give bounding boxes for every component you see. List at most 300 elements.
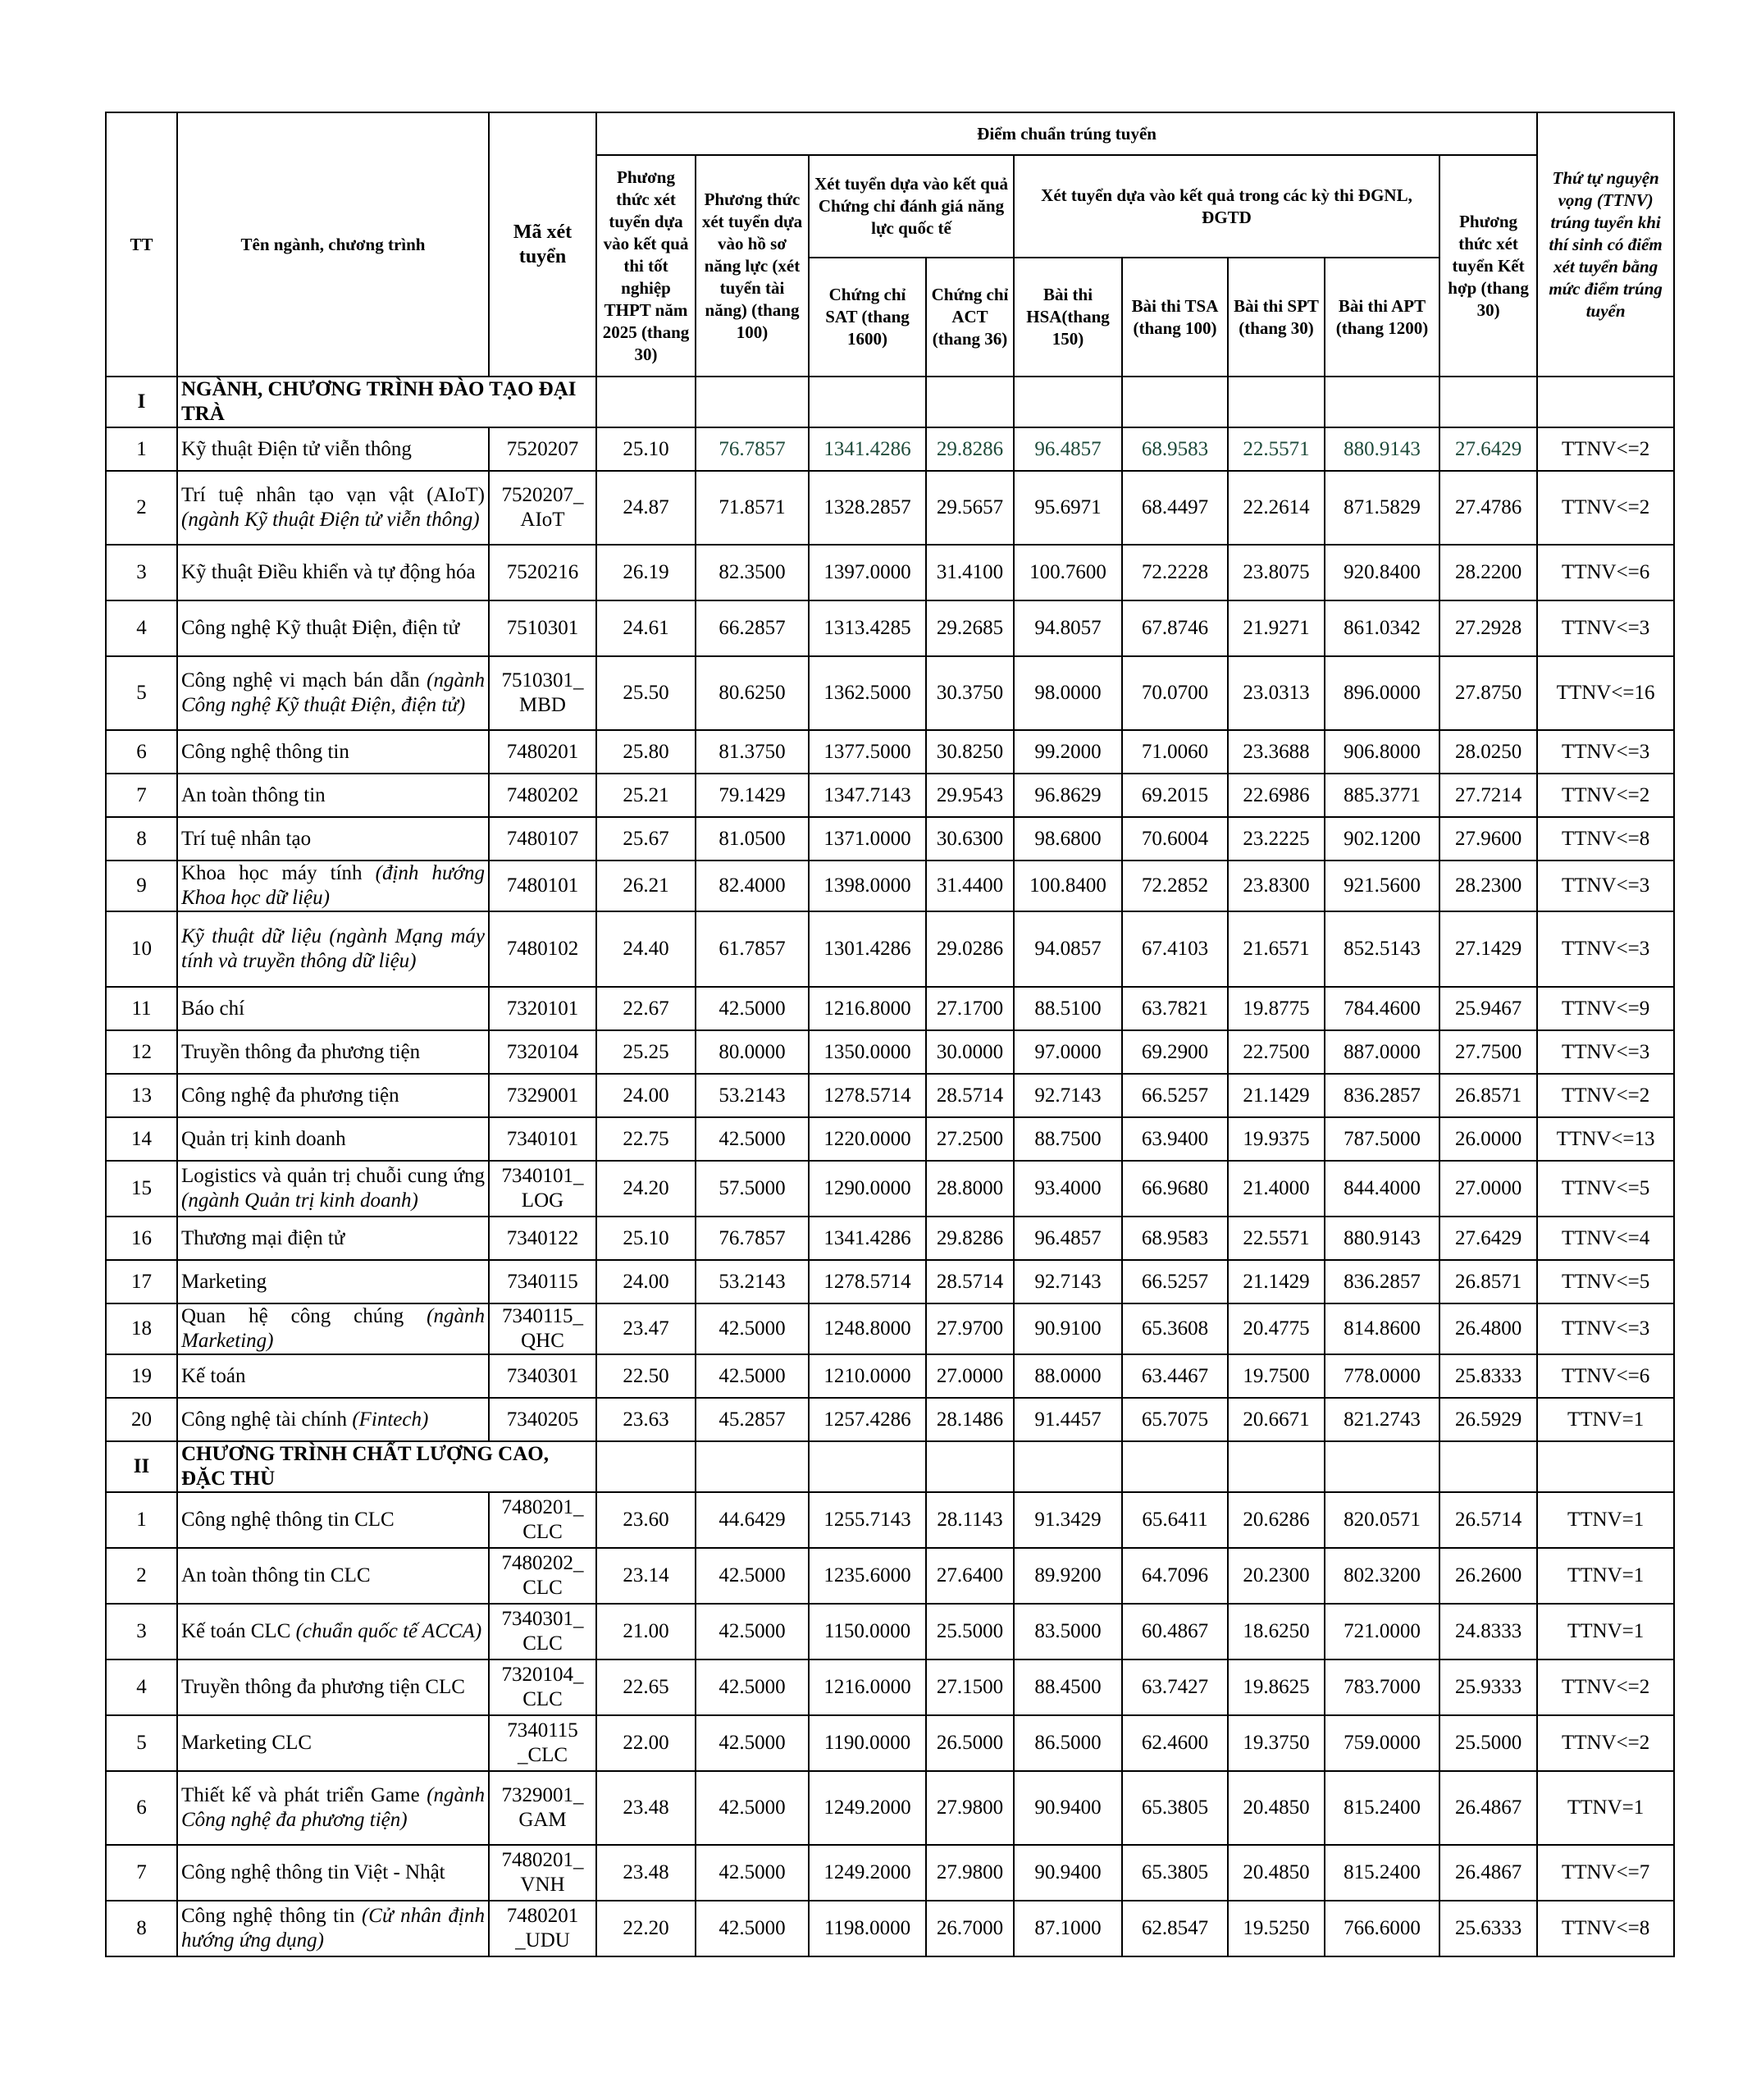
score-thpt: 26.19 bbox=[596, 545, 696, 600]
score-apt: 815.2400 bbox=[1325, 1771, 1439, 1845]
score-thpt: 24.20 bbox=[596, 1161, 696, 1217]
score-tsa: 67.8746 bbox=[1122, 600, 1228, 656]
table-row bbox=[106, 471, 1674, 545]
score-hsnl: 76.7857 bbox=[696, 1217, 809, 1260]
program-name: Thiết kế và phát triển Game bbox=[181, 1784, 420, 1806]
program-name-cell bbox=[177, 1715, 489, 1771]
score-combo: 25.9333 bbox=[1439, 1659, 1537, 1715]
score-tsa: 72.2852 bbox=[1122, 861, 1228, 911]
score-hsa: 92.7143 bbox=[1014, 1074, 1122, 1117]
score-spt: 21.4000 bbox=[1228, 1161, 1325, 1217]
row-number: 1 bbox=[106, 427, 177, 471]
program-name-cell bbox=[177, 1217, 489, 1260]
admission-code: 7480102 bbox=[489, 911, 596, 987]
score-thpt: 25.25 bbox=[596, 1030, 696, 1074]
program-name: Logistics và quản trị chuỗi cung ứng bbox=[181, 1165, 485, 1187]
score-sat: 1257.4286 bbox=[809, 1398, 926, 1441]
score-thpt: 23.47 bbox=[596, 1303, 696, 1354]
table-row bbox=[106, 427, 1674, 471]
score-combo: 27.0000 bbox=[1439, 1161, 1537, 1217]
score-tsa: 66.5257 bbox=[1122, 1074, 1228, 1117]
score-sat: 1313.4285 bbox=[809, 600, 926, 656]
score-hsa: 90.9100 bbox=[1014, 1303, 1122, 1354]
score-sat: 1249.2000 bbox=[809, 1771, 926, 1845]
score-sat: 1150.0000 bbox=[809, 1604, 926, 1659]
table-row bbox=[106, 861, 1674, 911]
score-sat: 1301.4286 bbox=[809, 911, 926, 987]
program-name-cell bbox=[177, 1354, 489, 1398]
score-act: 27.9800 bbox=[926, 1845, 1014, 1901]
score-tsa: 70.6004 bbox=[1122, 817, 1228, 861]
score-sat: 1249.2000 bbox=[809, 1845, 926, 1901]
admission-code: 7340122 bbox=[489, 1217, 596, 1260]
admission-code: 7329001 bbox=[489, 1074, 596, 1117]
admission-code: 7329001_ GAM bbox=[489, 1771, 596, 1845]
row-number: 2 bbox=[106, 1548, 177, 1604]
score-spt: 22.6986 bbox=[1228, 774, 1325, 817]
score-spt: 18.6250 bbox=[1228, 1604, 1325, 1659]
score-tsa: 68.9583 bbox=[1122, 427, 1228, 471]
score-combo: 25.9467 bbox=[1439, 987, 1537, 1030]
score-combo: 28.2300 bbox=[1439, 861, 1537, 911]
score-apt: 787.5000 bbox=[1325, 1117, 1439, 1161]
score-hsnl: 42.5000 bbox=[696, 1117, 809, 1161]
score-sat: 1255.7143 bbox=[809, 1492, 926, 1548]
row-number: 4 bbox=[106, 1659, 177, 1715]
ttnv-value: TTNV<=8 bbox=[1537, 817, 1674, 861]
score-act: 26.5000 bbox=[926, 1715, 1014, 1771]
score-thpt: 25.50 bbox=[596, 656, 696, 730]
score-spt: 19.3750 bbox=[1228, 1715, 1325, 1771]
score-sat: 1341.4286 bbox=[809, 427, 926, 471]
table-row bbox=[106, 1030, 1674, 1074]
empty-cell bbox=[596, 377, 696, 427]
program-name-note: (chuẩn quốc tế ACCA) bbox=[295, 1620, 482, 1642]
admission-code: 7340301 bbox=[489, 1354, 596, 1398]
program-name-cell bbox=[177, 1492, 489, 1548]
ttnv-value: TTNV<=6 bbox=[1537, 545, 1674, 600]
program-name-note: (ngành Kỹ thuật Điện tử viễn thông) bbox=[181, 509, 480, 531]
row-number: 6 bbox=[106, 1771, 177, 1845]
admission-code: 7340301_ CLC bbox=[489, 1604, 596, 1659]
score-apt: 880.9143 bbox=[1325, 1217, 1439, 1260]
row-number: 13 bbox=[106, 1074, 177, 1117]
ttnv-value: TTNV<=6 bbox=[1537, 1354, 1674, 1398]
program-name: Kỹ thuật Điều khiển và tự động hóa bbox=[181, 561, 476, 583]
row-number: 8 bbox=[106, 817, 177, 861]
program-name: Công nghệ thông tin bbox=[181, 740, 349, 763]
empty-cell bbox=[1228, 1441, 1325, 1492]
score-hsnl: 81.3750 bbox=[696, 730, 809, 774]
table-row bbox=[106, 817, 1674, 861]
score-act: 28.1143 bbox=[926, 1492, 1014, 1548]
score-sat: 1198.0000 bbox=[809, 1901, 926, 1956]
score-hsnl: 42.5000 bbox=[696, 1303, 809, 1354]
score-sat: 1190.0000 bbox=[809, 1715, 926, 1771]
score-act: 31.4400 bbox=[926, 861, 1014, 911]
row-number: 10 bbox=[106, 911, 177, 987]
header-combo: Phương thức xét tuyển Kết hợp (thang 30) bbox=[1439, 155, 1537, 377]
empty-cell bbox=[926, 1441, 1014, 1492]
score-thpt: 23.48 bbox=[596, 1845, 696, 1901]
empty-cell bbox=[1325, 1441, 1439, 1492]
score-hsnl: 61.7857 bbox=[696, 911, 809, 987]
score-combo: 25.6333 bbox=[1439, 1901, 1537, 1956]
score-apt: 721.0000 bbox=[1325, 1604, 1439, 1659]
score-apt: 821.2743 bbox=[1325, 1398, 1439, 1441]
table-row bbox=[106, 1492, 1674, 1548]
score-hsnl: 66.2857 bbox=[696, 600, 809, 656]
admission-code: 7480201_ CLC bbox=[489, 1492, 596, 1548]
score-hsnl: 82.3500 bbox=[696, 545, 809, 600]
score-spt: 19.9375 bbox=[1228, 1117, 1325, 1161]
ttnv-value: TTNV=1 bbox=[1537, 1604, 1674, 1659]
score-tsa: 62.8547 bbox=[1122, 1901, 1228, 1956]
program-name-cell bbox=[177, 730, 489, 774]
score-tsa: 69.2015 bbox=[1122, 774, 1228, 817]
empty-cell bbox=[1122, 1441, 1228, 1492]
program-name-cell bbox=[177, 1117, 489, 1161]
program-name-note: (Fintech) bbox=[352, 1408, 429, 1431]
score-tsa: 66.9680 bbox=[1122, 1161, 1228, 1217]
score-combo: 27.9600 bbox=[1439, 817, 1537, 861]
program-name: Công nghệ thông tin CLC bbox=[181, 1509, 395, 1531]
ttnv-value: TTNV<=2 bbox=[1537, 427, 1674, 471]
empty-cell bbox=[809, 377, 926, 427]
score-combo: 26.8571 bbox=[1439, 1074, 1537, 1117]
program-name: An toàn thông tin CLC bbox=[181, 1564, 371, 1586]
program-name-cell bbox=[177, 471, 489, 545]
score-hsnl: 42.5000 bbox=[696, 1548, 809, 1604]
admission-code: 7510301 bbox=[489, 600, 596, 656]
admission-code: 7340101 bbox=[489, 1117, 596, 1161]
empty-cell bbox=[1014, 377, 1122, 427]
score-hsnl: 42.5000 bbox=[696, 1845, 809, 1901]
score-thpt: 23.14 bbox=[596, 1548, 696, 1604]
score-act: 29.8286 bbox=[926, 1217, 1014, 1260]
empty-cell bbox=[926, 377, 1014, 427]
score-tsa: 63.7427 bbox=[1122, 1659, 1228, 1715]
score-tsa: 63.4467 bbox=[1122, 1354, 1228, 1398]
score-apt: 921.5600 bbox=[1325, 861, 1439, 911]
score-act: 30.0000 bbox=[926, 1030, 1014, 1074]
section-title: CHƯƠNG TRÌNH CHẤT LƯỢNG CAO, ĐẶC THÙ bbox=[177, 1441, 596, 1492]
score-spt: 23.0313 bbox=[1228, 656, 1325, 730]
header-tsa: Bài thi TSA (thang 100) bbox=[1122, 258, 1228, 377]
score-spt: 20.4850 bbox=[1228, 1771, 1325, 1845]
row-number: 3 bbox=[106, 545, 177, 600]
score-apt: 815.2400 bbox=[1325, 1845, 1439, 1901]
score-act: 28.5714 bbox=[926, 1074, 1014, 1117]
row-number: 17 bbox=[106, 1260, 177, 1303]
score-combo: 27.6429 bbox=[1439, 427, 1537, 471]
header-code: Mã xét tuyển bbox=[489, 112, 596, 377]
score-hsnl: 42.5000 bbox=[696, 1771, 809, 1845]
score-combo: 26.4867 bbox=[1439, 1845, 1537, 1901]
section-header-row bbox=[106, 1441, 1674, 1492]
score-hsnl: 44.6429 bbox=[696, 1492, 809, 1548]
row-number: 5 bbox=[106, 656, 177, 730]
row-number: 4 bbox=[106, 600, 177, 656]
ttnv-value: TTNV<=7 bbox=[1537, 1845, 1674, 1901]
score-tsa: 65.7075 bbox=[1122, 1398, 1228, 1441]
program-name: Thương mại điện tử bbox=[181, 1226, 345, 1249]
table-row bbox=[106, 1303, 1674, 1354]
score-thpt: 22.75 bbox=[596, 1117, 696, 1161]
score-thpt: 22.00 bbox=[596, 1715, 696, 1771]
admission-code: 7340101_ LOG bbox=[489, 1161, 596, 1217]
score-hsa: 90.9400 bbox=[1014, 1845, 1122, 1901]
program-name: Quản trị kinh doanh bbox=[181, 1127, 346, 1150]
score-combo: 27.2928 bbox=[1439, 600, 1537, 656]
score-combo: 26.4867 bbox=[1439, 1771, 1537, 1845]
score-act: 30.8250 bbox=[926, 730, 1014, 774]
empty-cell bbox=[1325, 377, 1439, 427]
score-act: 27.2500 bbox=[926, 1117, 1014, 1161]
program-name-cell bbox=[177, 817, 489, 861]
score-tsa: 68.4497 bbox=[1122, 471, 1228, 545]
score-sat: 1328.2857 bbox=[809, 471, 926, 545]
score-hsa: 94.0857 bbox=[1014, 911, 1122, 987]
program-name-cell bbox=[177, 545, 489, 600]
score-hsa: 83.5000 bbox=[1014, 1604, 1122, 1659]
score-combo: 28.2200 bbox=[1439, 545, 1537, 600]
score-hsa: 88.4500 bbox=[1014, 1659, 1122, 1715]
ttnv-value: TTNV<=8 bbox=[1537, 1901, 1674, 1956]
table-row bbox=[106, 987, 1674, 1030]
score-apt: 887.0000 bbox=[1325, 1030, 1439, 1074]
score-spt: 21.9271 bbox=[1228, 600, 1325, 656]
score-spt: 19.8625 bbox=[1228, 1659, 1325, 1715]
ttnv-value: TTNV<=2 bbox=[1537, 1659, 1674, 1715]
score-thpt: 23.63 bbox=[596, 1398, 696, 1441]
score-hsnl: 42.5000 bbox=[696, 987, 809, 1030]
score-spt: 20.4775 bbox=[1228, 1303, 1325, 1354]
table-row bbox=[106, 1117, 1674, 1161]
score-spt: 20.6286 bbox=[1228, 1492, 1325, 1548]
header-name: Tên ngành, chương trình bbox=[177, 112, 489, 377]
admission-code: 7520216 bbox=[489, 545, 596, 600]
header-ttnv: Thứ tự nguyện vọng (TTNV) trúng tuyển khi thí sinh có điểm xét tuyển bằng mức điểm trúng tuyển bbox=[1537, 112, 1674, 377]
admission-code: 7480201_ VNH bbox=[489, 1845, 596, 1901]
admission-code: 7320104 bbox=[489, 1030, 596, 1074]
header-score-group: Điểm chuẩn trúng tuyển bbox=[596, 112, 1537, 155]
score-tsa: 69.2900 bbox=[1122, 1030, 1228, 1074]
score-combo: 25.5000 bbox=[1439, 1715, 1537, 1771]
row-number: 14 bbox=[106, 1117, 177, 1161]
empty-cell bbox=[809, 1441, 926, 1492]
score-apt: 814.8600 bbox=[1325, 1303, 1439, 1354]
row-number: 8 bbox=[106, 1901, 177, 1956]
score-combo: 27.1429 bbox=[1439, 911, 1537, 987]
score-sat: 1290.0000 bbox=[809, 1161, 926, 1217]
score-hsnl: 76.7857 bbox=[696, 427, 809, 471]
score-hsa: 97.0000 bbox=[1014, 1030, 1122, 1074]
header-hsnl: Phương thức xét tuyển dựa vào hồ sơ năng lực (xét tuyển tài năng) (thang 100) bbox=[696, 155, 809, 377]
score-hsa: 92.7143 bbox=[1014, 1260, 1122, 1303]
admission-code: 7340115 bbox=[489, 1260, 596, 1303]
score-apt: 802.3200 bbox=[1325, 1548, 1439, 1604]
table-row bbox=[106, 1398, 1674, 1441]
score-act: 27.9800 bbox=[926, 1771, 1014, 1845]
score-thpt: 24.87 bbox=[596, 471, 696, 545]
score-apt: 844.4000 bbox=[1325, 1161, 1439, 1217]
program-name: Công nghệ tài chính bbox=[181, 1408, 348, 1431]
score-apt: 766.6000 bbox=[1325, 1901, 1439, 1956]
score-hsnl: 42.5000 bbox=[696, 1659, 809, 1715]
score-hsa: 88.5100 bbox=[1014, 987, 1122, 1030]
score-hsa: 89.9200 bbox=[1014, 1548, 1122, 1604]
row-number: 15 bbox=[106, 1161, 177, 1217]
score-hsa: 87.1000 bbox=[1014, 1901, 1122, 1956]
program-name-cell bbox=[177, 1260, 489, 1303]
score-apt: 871.5829 bbox=[1325, 471, 1439, 545]
admission-code: 7320101 bbox=[489, 987, 596, 1030]
score-apt: 902.1200 bbox=[1325, 817, 1439, 861]
program-name: Công nghệ thông tin Việt - Nhật bbox=[181, 1861, 445, 1883]
row-number: 3 bbox=[106, 1604, 177, 1659]
row-number: 2 bbox=[106, 471, 177, 545]
score-spt: 23.3688 bbox=[1228, 730, 1325, 774]
admission-code: 7480202 bbox=[489, 774, 596, 817]
program-name-cell bbox=[177, 911, 489, 987]
program-name-cell bbox=[177, 1845, 489, 1901]
score-act: 30.6300 bbox=[926, 817, 1014, 861]
table-row bbox=[106, 774, 1674, 817]
score-tsa: 67.4103 bbox=[1122, 911, 1228, 987]
score-apt: 906.8000 bbox=[1325, 730, 1439, 774]
ttnv-value: TTNV<=5 bbox=[1537, 1260, 1674, 1303]
table-row bbox=[106, 1901, 1674, 1956]
score-combo: 27.6429 bbox=[1439, 1217, 1537, 1260]
score-hsa: 88.0000 bbox=[1014, 1354, 1122, 1398]
score-hsnl: 42.5000 bbox=[696, 1901, 809, 1956]
score-hsnl: 80.6250 bbox=[696, 656, 809, 730]
score-hsnl: 42.5000 bbox=[696, 1604, 809, 1659]
program-name-cell bbox=[177, 774, 489, 817]
score-combo: 26.4800 bbox=[1439, 1303, 1537, 1354]
score-tsa: 63.7821 bbox=[1122, 987, 1228, 1030]
score-combo: 26.5929 bbox=[1439, 1398, 1537, 1441]
score-hsa: 90.9400 bbox=[1014, 1771, 1122, 1845]
score-thpt: 24.00 bbox=[596, 1260, 696, 1303]
score-spt: 19.7500 bbox=[1228, 1354, 1325, 1398]
ttnv-value: TTNV<=4 bbox=[1537, 1217, 1674, 1260]
score-thpt: 22.67 bbox=[596, 987, 696, 1030]
row-number: 5 bbox=[106, 1715, 177, 1771]
score-thpt: 25.67 bbox=[596, 817, 696, 861]
score-act: 28.5714 bbox=[926, 1260, 1014, 1303]
score-apt: 885.3771 bbox=[1325, 774, 1439, 817]
ttnv-value: TTNV<=3 bbox=[1537, 600, 1674, 656]
admission-code: 7520207 bbox=[489, 427, 596, 471]
score-spt: 20.2300 bbox=[1228, 1548, 1325, 1604]
score-hsnl: 42.5000 bbox=[696, 1354, 809, 1398]
section-number: I bbox=[106, 377, 177, 427]
table-row bbox=[106, 1217, 1674, 1260]
ttnv-value: TTNV<=16 bbox=[1537, 656, 1674, 730]
score-spt: 21.1429 bbox=[1228, 1260, 1325, 1303]
score-spt: 20.4850 bbox=[1228, 1845, 1325, 1901]
table-row bbox=[106, 1074, 1674, 1117]
score-tsa: 66.5257 bbox=[1122, 1260, 1228, 1303]
program-name-cell bbox=[177, 1303, 489, 1354]
score-hsnl: 53.2143 bbox=[696, 1260, 809, 1303]
score-hsnl: 80.0000 bbox=[696, 1030, 809, 1074]
score-hsa: 100.8400 bbox=[1014, 861, 1122, 911]
score-thpt: 22.50 bbox=[596, 1354, 696, 1398]
score-hsa: 96.8629 bbox=[1014, 774, 1122, 817]
header-sat: Chứng chỉ SAT (thang 1600) bbox=[809, 258, 926, 377]
program-name: Kế toán bbox=[181, 1364, 246, 1387]
program-name: Công nghệ vi mạch bán dẫn bbox=[181, 669, 420, 692]
score-apt: 880.9143 bbox=[1325, 427, 1439, 471]
ttnv-value: TTNV=1 bbox=[1537, 1771, 1674, 1845]
score-act: 29.2685 bbox=[926, 600, 1014, 656]
ttnv-value: TTNV<=13 bbox=[1537, 1117, 1674, 1161]
program-name: Báo chí bbox=[181, 997, 245, 1020]
empty-cell bbox=[596, 1441, 696, 1492]
admission-code: 7480101 bbox=[489, 861, 596, 911]
empty-cell bbox=[1537, 377, 1674, 427]
score-sat: 1377.5000 bbox=[809, 730, 926, 774]
program-name: Trí tuệ nhân tạo bbox=[181, 827, 312, 850]
score-act: 29.8286 bbox=[926, 427, 1014, 471]
score-sat: 1216.8000 bbox=[809, 987, 926, 1030]
ttnv-value: TTNV<=9 bbox=[1537, 987, 1674, 1030]
score-act: 27.1700 bbox=[926, 987, 1014, 1030]
table-row bbox=[106, 730, 1674, 774]
score-hsnl: 81.0500 bbox=[696, 817, 809, 861]
score-tsa: 60.4867 bbox=[1122, 1604, 1228, 1659]
program-name: Quan hệ công chúng bbox=[181, 1305, 404, 1327]
score-spt: 22.7500 bbox=[1228, 1030, 1325, 1074]
header-tt: TT bbox=[106, 112, 177, 377]
score-act: 28.8000 bbox=[926, 1161, 1014, 1217]
score-spt: 19.5250 bbox=[1228, 1901, 1325, 1956]
ttnv-value: TTNV<=3 bbox=[1537, 1303, 1674, 1354]
score-sat: 1248.8000 bbox=[809, 1303, 926, 1354]
score-spt: 22.2614 bbox=[1228, 471, 1325, 545]
admission-code: 7480201 bbox=[489, 730, 596, 774]
score-thpt: 25.10 bbox=[596, 1217, 696, 1260]
program-name: Kỹ thuật Điện tử viễn thông bbox=[181, 437, 412, 460]
score-apt: 778.0000 bbox=[1325, 1354, 1439, 1398]
score-sat: 1347.7143 bbox=[809, 774, 926, 817]
score-hsa: 95.6971 bbox=[1014, 471, 1122, 545]
admission-code: 7320104_ CLC bbox=[489, 1659, 596, 1715]
table-row bbox=[106, 1604, 1674, 1659]
score-hsa: 91.4457 bbox=[1014, 1398, 1122, 1441]
score-tsa: 68.9583 bbox=[1122, 1217, 1228, 1260]
table-row bbox=[106, 1715, 1674, 1771]
score-apt: 896.0000 bbox=[1325, 656, 1439, 730]
row-number: 16 bbox=[106, 1217, 177, 1260]
program-name-cell bbox=[177, 656, 489, 730]
program-name: Truyền thông đa phương tiện CLC bbox=[181, 1676, 465, 1698]
empty-cell bbox=[1439, 377, 1537, 427]
ttnv-value: TTNV<=2 bbox=[1537, 774, 1674, 817]
empty-cell bbox=[1122, 377, 1228, 427]
header-thpt: Phương thức xét tuyển dựa vào kết quả thi tốt nghiệp THPT năm 2025 (thang 30) bbox=[596, 155, 696, 377]
score-combo: 26.5714 bbox=[1439, 1492, 1537, 1548]
score-hsnl: 79.1429 bbox=[696, 774, 809, 817]
ttnv-value: TTNV=1 bbox=[1537, 1548, 1674, 1604]
admission-code: 7340115 _CLC bbox=[489, 1715, 596, 1771]
score-tsa: 65.3805 bbox=[1122, 1845, 1228, 1901]
row-number: 11 bbox=[106, 987, 177, 1030]
score-apt: 759.0000 bbox=[1325, 1715, 1439, 1771]
